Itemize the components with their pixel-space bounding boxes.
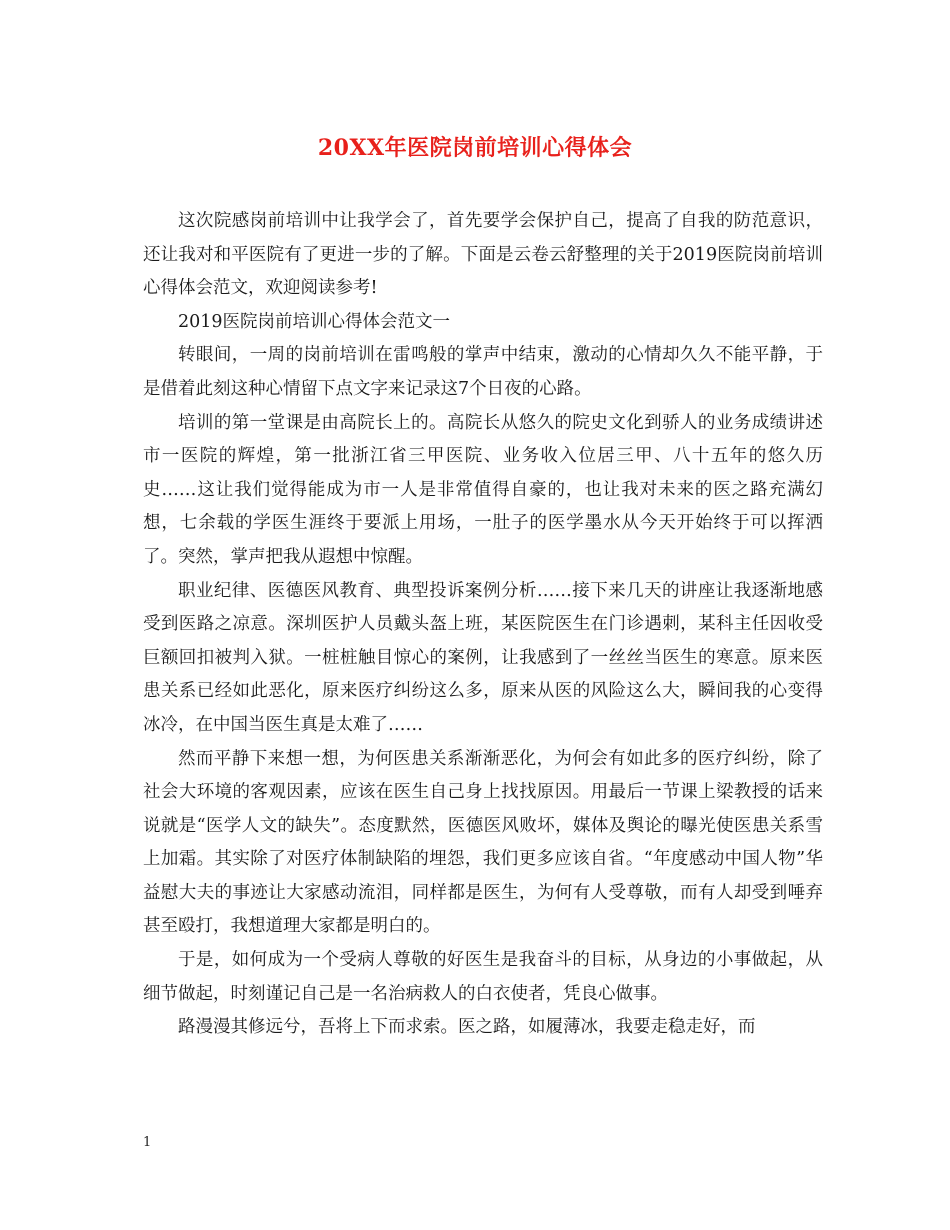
document-title: 20XX年医院岗前培训心得体会 [317,135,633,161]
paragraph-goal: 于是，如何成为一个受病人尊敬的好医生是我奋斗的目标，从身边的小事做起，从细节做起，时刻谨记自己是一名治病救人的白衣使者，凭良心做事。 [143,950,823,1004]
paragraph-first-lesson: 培训的第一堂课是由高院长上的。高院长从悠久的院史文化到骄人的业务成绩讲述市一医院的辉煌，第一批浙江省三甲医院、业务收入位居三甲、八十五年的悠久历史……这让我们觉得能成为市一人是非常值得自豪的，也让我对未来的医之路充满幻想，七余载的学医生涯终于要派上用场，一肚子的医学墨水从今天开始终于可以挥洒了。突然，掌声把我从遐想中惊醒。 [143,412,823,567]
document-body [143,205,823,1045]
paragraph-reflection: 然而平静下来想一想，为何医患关系渐渐恶化，为何会有如此多的医疗纠纷，除了社会大环境的客观因素，应该在医生自己身上找找原因。用最后一节课上梁教授的话来说就是“医学人文的缺失”。态度默然，医德医风败坏，媒体及舆论的曝光使医患关系雪上加霜。其实除了对医疗体制缺陷的埋怨，我们更多应该自省。“年度感动中国人物”华益慰大夫的事迹让大家感动流泪，同样都是医生，为何有人受尊敬，而有人却受到唾弃甚至殴打，我想道理大家都是明白的。 [143,748,823,937]
paragraph-opening: 转眼间，一周的岗前培训在雷鸣般的掌声中结束，激动的心情却久久不能平静，于是借着此刻这种心情留下点文字来记录这7个日夜的心路。 [143,345,823,399]
paragraph-section-heading: 2019医院岗前培训心得体会范文一 [178,311,451,332]
paragraph-intro: 这次院感岗前培训中让我学会了，首先要学会保护自己，提高了自我的防范意识，还让我对和平医院有了更进一步的了解。下面是云卷云舒整理的关于2019医院岗前培训心得体会范文，欢迎阅读参考! [143,211,823,299]
paragraph-closing: 路漫漫其修远兮，吾将上下而求索。医之路，如履薄冰，我要走稳走好，而 [178,1017,756,1038]
page-number: 1 [143,1135,152,1150]
paragraph-discipline: 职业纪律、医德医风教育、典型投诉案例分析……接下来几天的讲座让我逐渐地感受到医路之凉意。深圳医护人员戴头盔上班，某医院医生在门诊遇刺，某科主任因收受巨额回扣被判入狱。一桩桩触目惊心的案例，让我感到了一丝丝当医生的寒意。原来医患关系已经如此恶化，原来医疗纠纷这么多，原来从医的风险这么大，瞬间我的心变得冰冷，在中国当医生真是太难了…… [143,580,823,735]
